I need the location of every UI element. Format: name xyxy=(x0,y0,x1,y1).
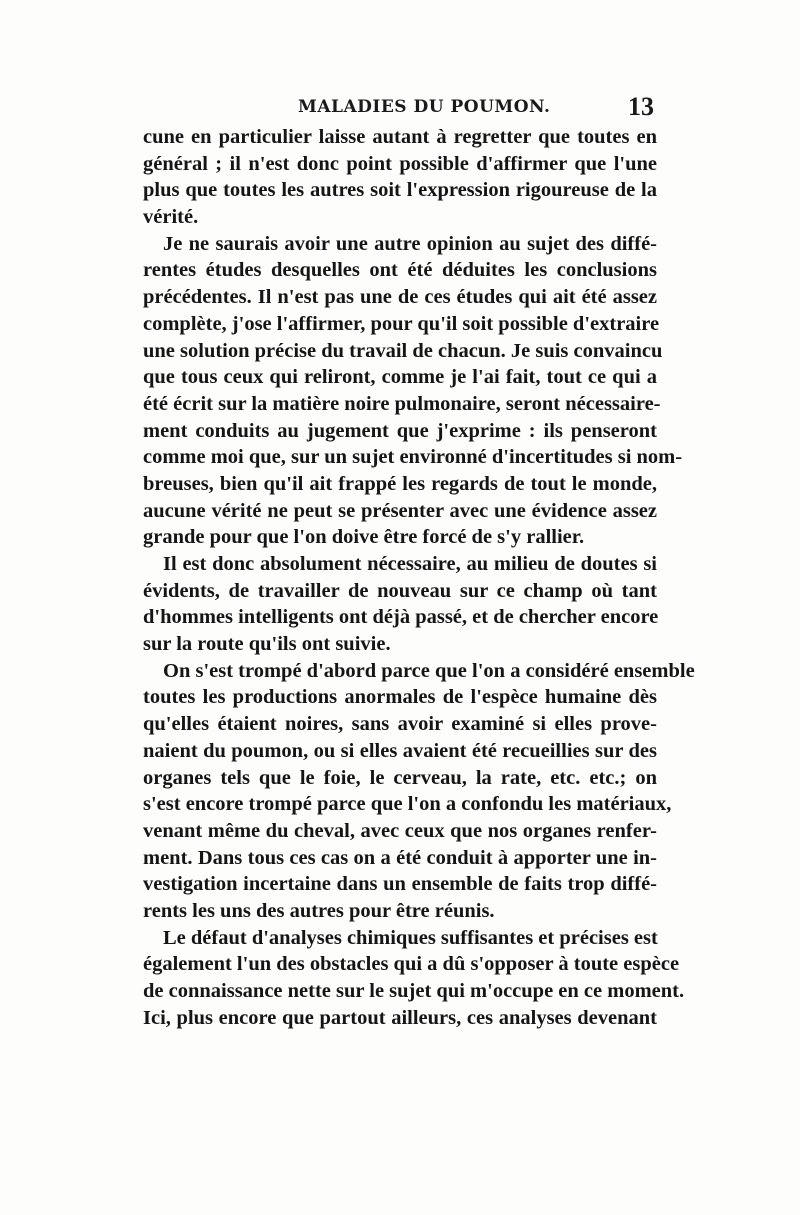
text-line: Ici, plus encore que partout ailleurs, ces analyses devenant xyxy=(143,1006,657,1029)
text-line: Le défaut d'analyses chimiques suffisantes et précises est xyxy=(163,926,658,949)
text-line: précédentes. Il n'est pas une de ces études qui ait été assez xyxy=(143,286,657,309)
page-number: 13 xyxy=(628,92,654,121)
text-line: rents les uns des autres pour être réunis. xyxy=(143,899,495,922)
text-line: également l'un des obstacles qui a dû s'opposer à toute espèce xyxy=(143,953,680,976)
text-line: une solution précise du travail de chacun. Je suis convaincu xyxy=(143,339,663,362)
text-line: breuses, bien qu'il ait frappé les regards de tout le monde, xyxy=(143,472,657,495)
text-line: ment conduits au jugement que j'exprime : ils penseront xyxy=(143,419,657,442)
text-line: s'est encore trompé parce que l'on a confondu les matériaux, xyxy=(143,793,672,816)
text-line: vérité. xyxy=(143,206,199,229)
text-line: d'hommes intelligents ont déjà passé, et de chercher encore xyxy=(143,606,659,629)
text-line: de connaissance nette sur le sujet qui m'occupe en ce moment. xyxy=(143,980,685,1002)
text-line: organes tels que le foie, le cerveau, la rate, etc. etc.; on xyxy=(143,766,657,789)
text-line: complète, j'ose l'affirmer, pour qu'il soit possible d'extraire xyxy=(143,312,660,335)
text-line: évidents, de travailler de nouveau sur ce champ où tant xyxy=(143,579,657,602)
text-line: rentes études desquelles ont été déduites les conclusions xyxy=(143,259,657,282)
text-line: naient du poumon, ou si elles avaient été recueillies sur des xyxy=(143,739,657,762)
text-line: vestigation incertaine dans un ensemble de faits trop diffé- xyxy=(143,873,657,896)
text-line: plus que toutes les autres soit l'expression rigoureuse de la xyxy=(143,179,657,202)
text-line: sur la route qu'ils ont suivie. xyxy=(143,633,391,656)
text-line: été écrit sur la matière noire pulmonaire, seront nécessaire- xyxy=(143,392,661,415)
text-line: cune en particulier laisse autant à regretter que toutes en xyxy=(143,126,657,148)
text-line: comme moi que, sur un sujet environné d'incertitudes si nom- xyxy=(143,446,683,469)
text-line: grande pour que l'on doive être forcé de s'y rallier. xyxy=(143,526,585,549)
text-line: venant même du cheval, avec ceux que nos organes renfer- xyxy=(143,819,657,842)
text-line: qu'elles étaient noires, sans avoir examiné si elles prove- xyxy=(143,713,657,736)
text-line: toutes les productions anormales de l'espèce humaine dès xyxy=(143,686,657,709)
running-head: MALADIES DU POUMON. xyxy=(298,97,551,117)
text-line: Il est donc absolument nécessaire, au milieu de doutes si xyxy=(163,553,657,575)
text-line: On s'est trompé d'abord parce que l'on a considéré ensemble xyxy=(163,659,695,682)
text-line: ment. Dans tous ces cas on a été conduit à apporter une in- xyxy=(143,846,657,869)
text-line: que tous ceux qui reliront, comme je l'ai fait, tout ce qui a xyxy=(143,366,657,389)
text-line: général ; il n'est donc point possible d'affirmer que l'une xyxy=(143,152,657,175)
text-line: aucune vérité ne peut se présenter avec une évidence assez xyxy=(143,499,657,522)
text-line: Je ne saurais avoir une autre opinion au sujet des diffé- xyxy=(163,232,657,255)
body-text xyxy=(143,124,695,1031)
